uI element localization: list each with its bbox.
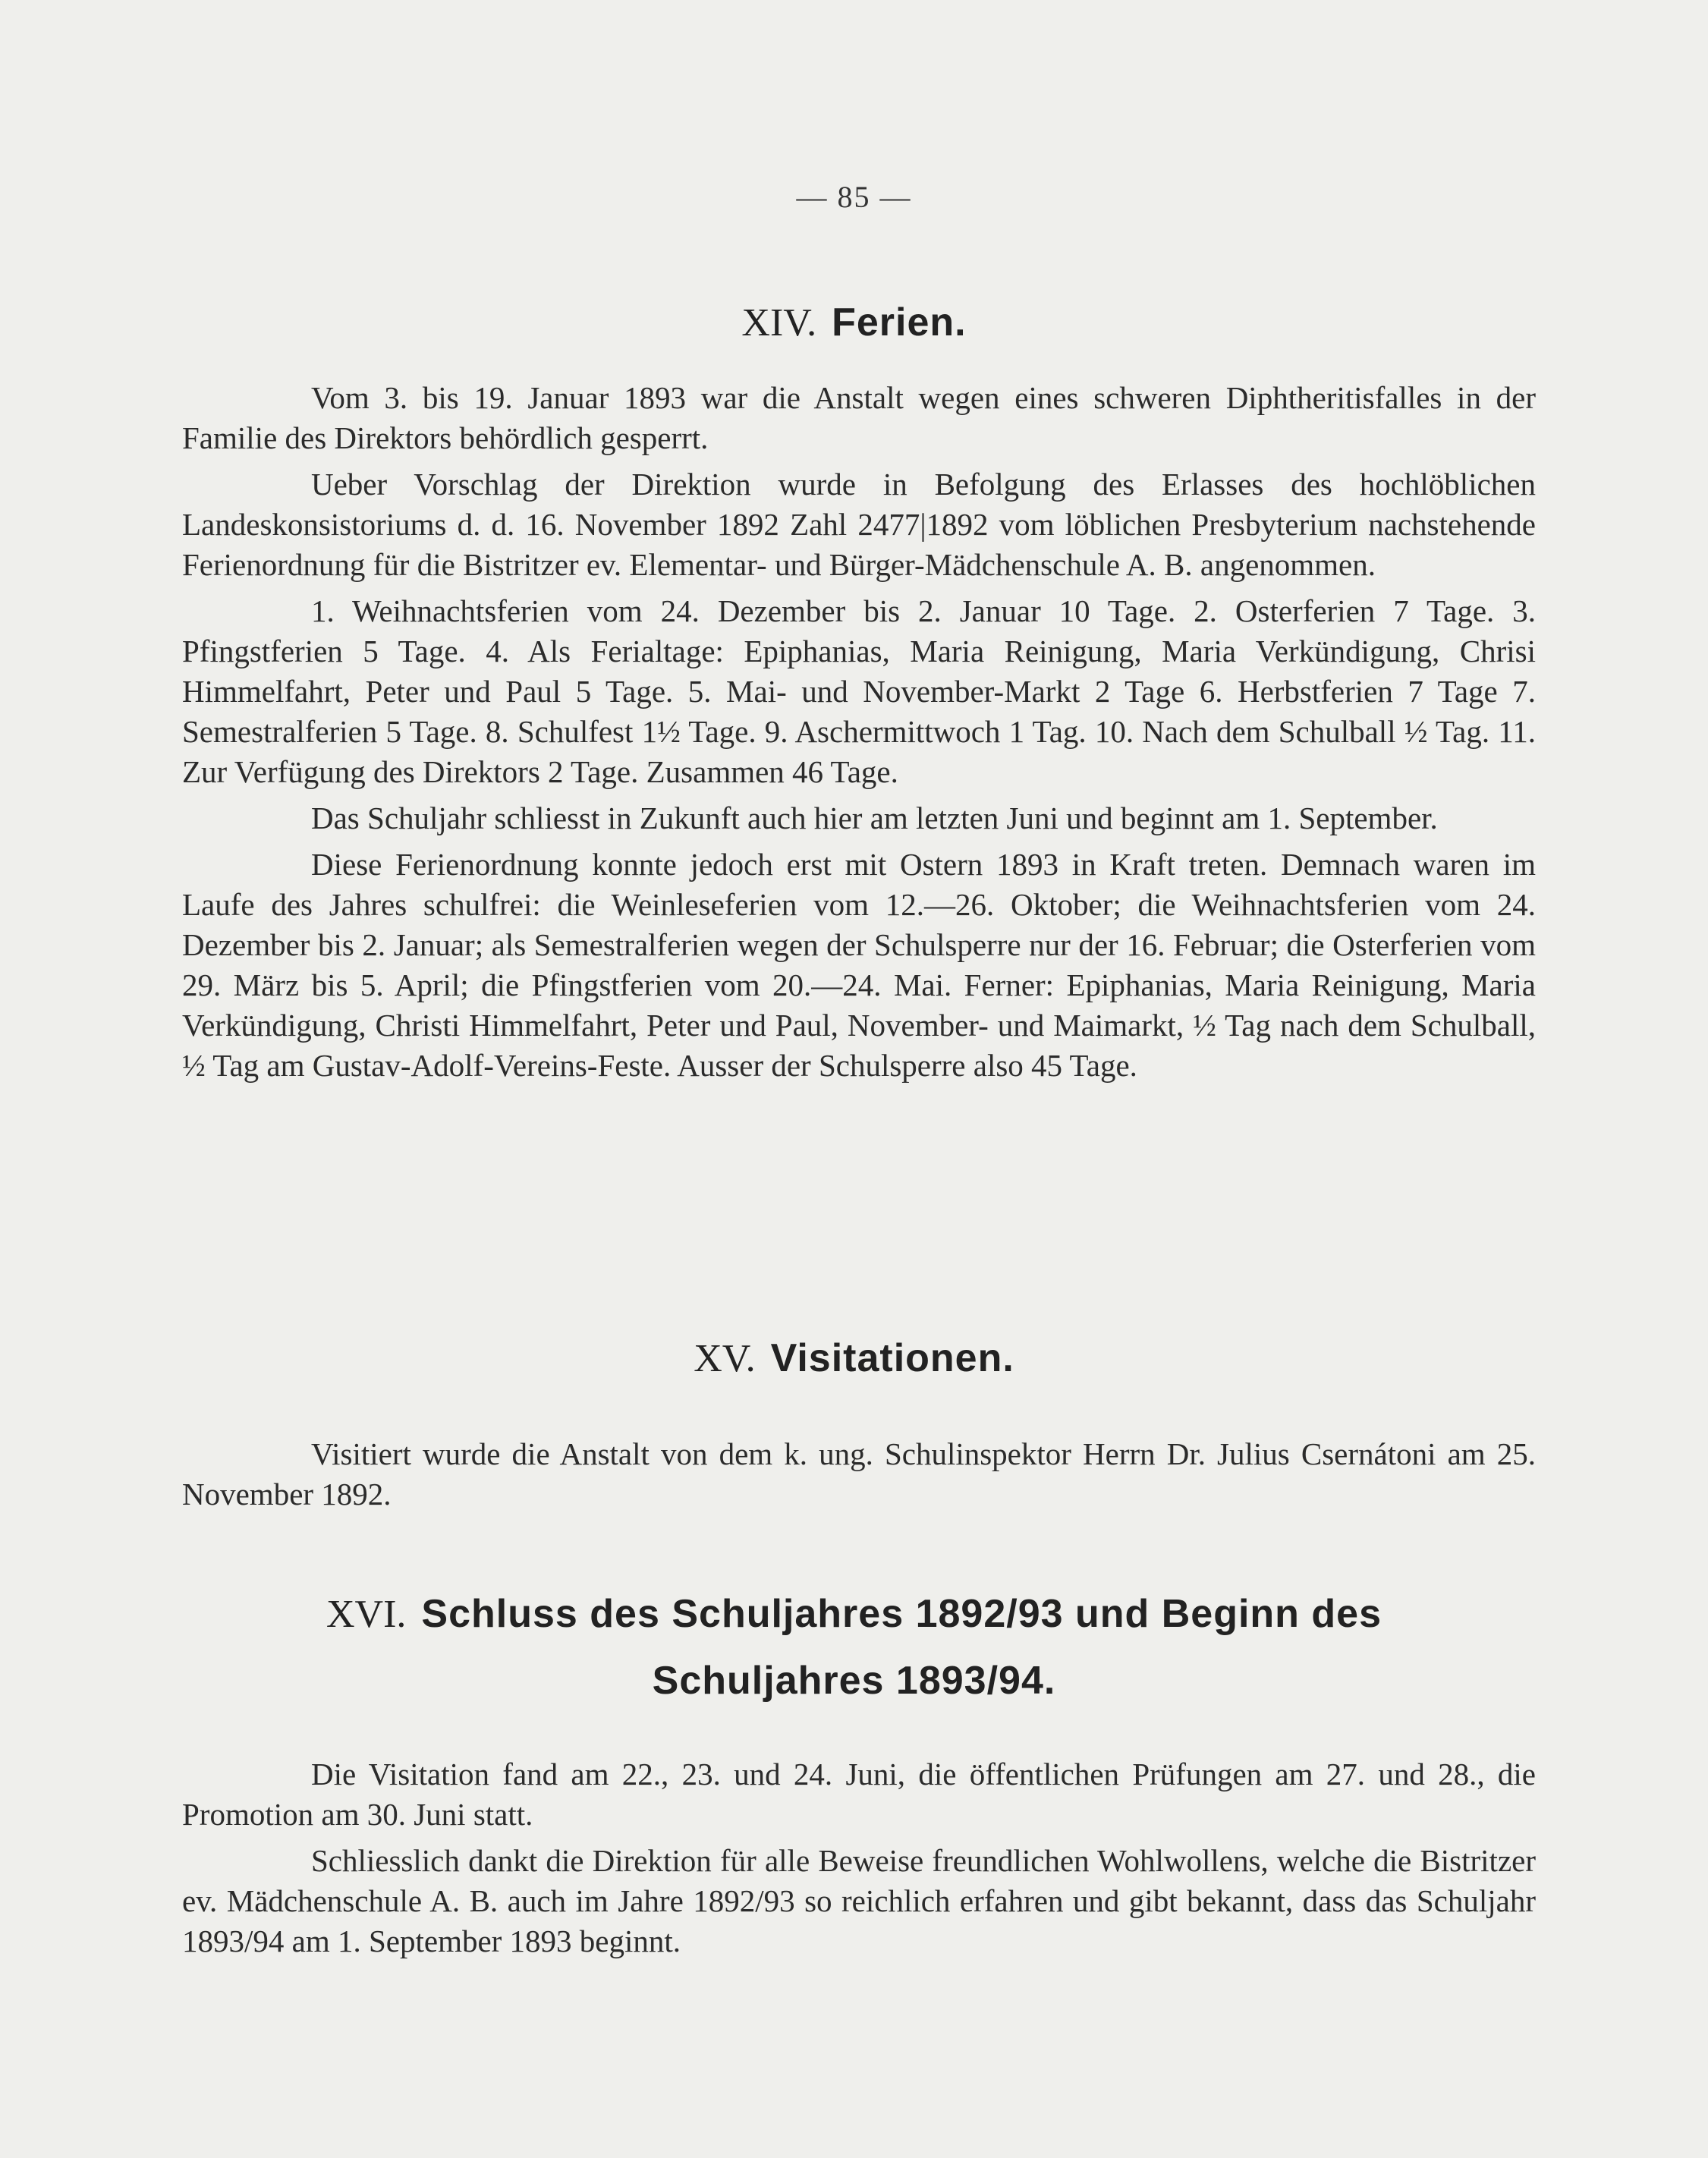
paragraph: Visitiert wurde die Anstalt von dem k. ung. Schulinspektor Herrn Dr. Julius Csernátoni am 25. November 1892. [182, 1436, 1536, 1512]
section-title-line-1: Schluss des Schuljahres 1892/93 und Beginn des [421, 1592, 1382, 1636]
section-title: Ferien. [832, 300, 967, 344]
paragraph: Die Visitation fand am 22., 23. und 24. Juni, die öffentlichen Prüfungen am 27. und 28., die Promotion am 30. Juni statt. [182, 1757, 1536, 1832]
section-numeral: XV. [694, 1337, 756, 1380]
page-number: — 85 — [796, 180, 912, 214]
paragraph: Vom 3. bis 19. Januar 1893 war die Anstalt wegen eines schweren Diphtheritisfalles in der Familie des Direktors behördlich gesperrt. [182, 380, 1536, 455]
section-heading-schluss [0, 1591, 1708, 1637]
section-numeral: XIV. [741, 301, 817, 344]
paragraph: Das Schuljahr schliesst in Zukunft auch hier am letzten Juni und beginnt am 1. September. [311, 801, 1438, 835]
paragraph: Schliesslich dankt die Direktion für alle Beweise freundlichen Wohlwollens, welche die Bistritzer ev. Mädchenschule A. B. auch im Jahre 1892/93 so reichlich erfahren und gibt bekannt, dass das Schuljahr 1893/94 am 1. September 1893 beginnt. [182, 1843, 1536, 1958]
section-body-schluss [182, 1754, 1536, 1968]
section-heading-schluss-continued [0, 1658, 1708, 1703]
section-title-line-2: Schuljahres 1893/94. [652, 1659, 1056, 1703]
paragraph: Diese Ferienordnung konnte jedoch erst mit Ostern 1893 in Kraft treten. Demnach waren im Laufe des Jahres schulfrei: die Weinleseferien vom 12.—26. Oktober; die Weihnachtsferien vom 24. Dezember bis 2. Januar; als Semestralferien wegen der Schulsperre nur der 16. Februar; die Osterferien vom 29. März bis 5. April; die Pfingstferien vom 20.—24. Mai. Ferner: Epiphanias, Maria Reinigung, Maria Verkündigung, Christi Himmelfahrt, Peter und Paul, November- und Maimarkt, ½ Tag nach dem Schulball, ½ Tag am Gustav-Adolf-Vereins-Feste. Ausser der Schulsperre also 45 Tage. [182, 847, 1536, 1083]
section-heading-visitationen [0, 1335, 1708, 1381]
section-body-ferien [182, 378, 1536, 1092]
paragraph: Ueber Vorschlag der Direktion wurde in Befolgung des Erlasses des hochlöblichen Landeskonsistoriums d. d. 16. November 1892 Zahl 2477|1892 vom löblichen Presbyterium nachstehende Ferienordnung für die Bistritzer ev. Elementar- und Bürger-Mädchenschule A. B. angenommen. [182, 467, 1536, 582]
section-body-visitationen [182, 1434, 1536, 1521]
section-numeral: XVI. [326, 1593, 407, 1636]
section-title: Visitationen. [770, 1336, 1014, 1380]
section-heading-ferien [0, 300, 1708, 345]
paragraph: 1. Weihnachtsferien vom 24. Dezember bis 2. Januar 10 Tage. 2. Osterferien 7 Tage. 3. Pfingstferien 5 Tage. 4. Als Ferialtage: Epiphanias, Maria Reinigung, Maria Verkündigung, Chrisi Himmelfahrt, Peter und Paul 5 Tage. 5. Mai- und November-Markt 2 Tage 6. Herbstferien 7 Tage 7. Semestralferien 5 Tage. 8. Schulfest 1½ Tage. 9. Aschermittwoch 1 Tag. 10. Nach dem Schulball ½ Tag. 11. Zur Verfügung des Direktors 2 Tage. Zusammen 46 Tage. [182, 593, 1536, 789]
